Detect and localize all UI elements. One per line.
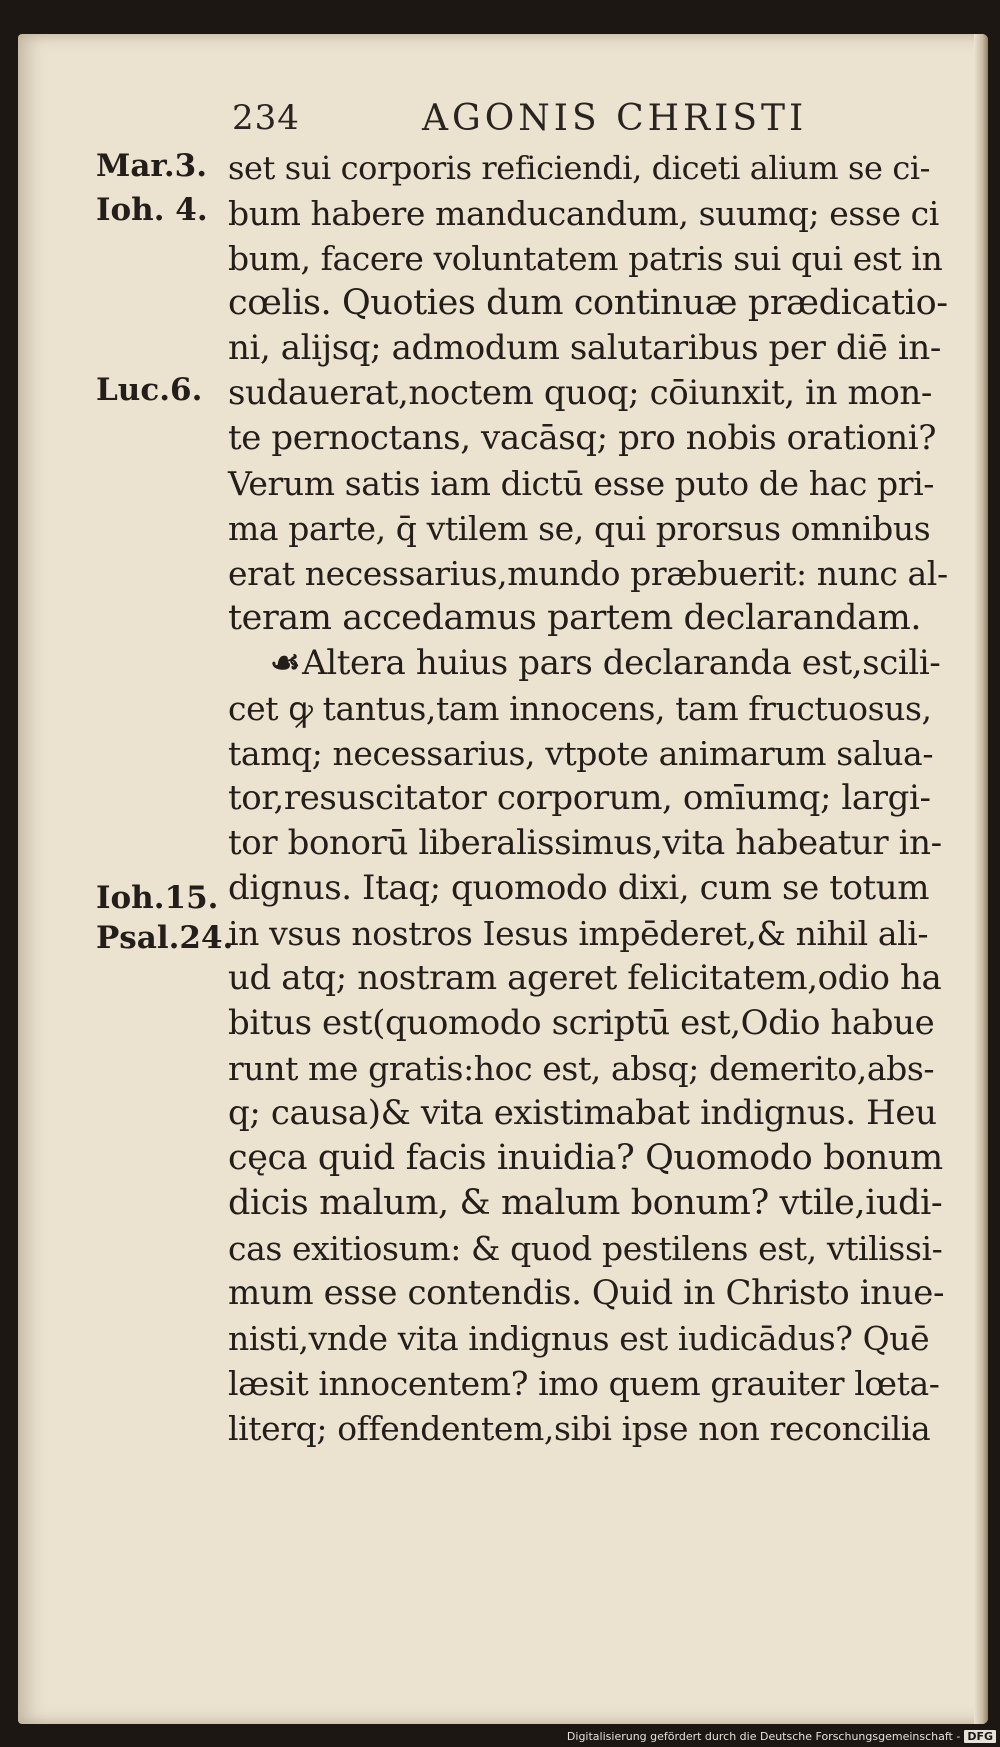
- text-line-content: Altera huius pars declaranda est,scili-: [302, 643, 941, 683]
- margin-note-psal: Psal.24.: [96, 920, 234, 956]
- credit-text: Digitalisierung gefördert durch die Deutsche Forschungsgemeinschaft -: [566, 1730, 961, 1743]
- text-line: læsit innocentem? imo quem grauiter lœta-: [228, 1364, 940, 1403]
- margin-note-ioh15: Ioh.15.: [96, 880, 219, 916]
- text-line: tor bonorū liberalissimus,vita habeatur in-: [228, 823, 942, 863]
- text-line: te pernoctans, vacāsq; pro nobis orationi?: [228, 418, 937, 458]
- text-line: bum, facere voluntatem patris sui qui est in: [228, 239, 943, 278]
- text-line: dignus. Itaq; quomodo dixi, cum se totum: [228, 868, 930, 908]
- page-edge-shadow: [974, 34, 988, 1724]
- running-head: [232, 98, 882, 146]
- text-line: cęca quid facis inuidia? Quomodo bonum: [228, 1138, 943, 1178]
- margin-note-luc: Luc.6.: [96, 372, 203, 408]
- text-line-paragraph-start: [228, 641, 948, 686]
- text-line: cet ꝙ tantus,tam innocens, tam fructuosus,: [228, 689, 932, 728]
- text-line: bitus est(quomodo scriptū est,Odio habue: [228, 1003, 935, 1043]
- text-line: ud atq; nostram ageret felicitatem,odio ha: [228, 958, 942, 998]
- text-line: cas exitiosum: & quod pestilens est, vtilissi-: [228, 1229, 943, 1268]
- text-line: sudauerat,noctem quoq; cōiunxit, in mon-: [228, 373, 932, 413]
- text-line: literq; offendentem,sibi ipse non reconcilia: [228, 1409, 931, 1448]
- text-line: erat necessarius,mundo præbuerit: nunc al-: [228, 554, 948, 593]
- paragraph-mark: ☙: [270, 643, 301, 683]
- running-title: AGONIS CHRISTI: [422, 98, 808, 139]
- text-line: Verum satis iam dictū esse puto de hac pri-: [228, 464, 935, 503]
- text-line: ni, alijsq; admodum salutaribus per diē in-: [228, 328, 941, 368]
- text-line: bum habere manducandum, suumq; esse ci: [228, 194, 939, 233]
- text-line: in vsus nostros Iesus impēderet,& nihil ali-: [228, 914, 929, 953]
- text-line: cœlis. Quoties dum continuæ prædicatio-: [228, 283, 948, 323]
- text-line: tamq; necessarius, vtpote animarum salua-: [228, 734, 934, 773]
- text-line: teram accedamus partem declarandam.: [228, 598, 922, 638]
- text-line: q; causa)& vita existimabat indignus. Heu: [228, 1093, 937, 1133]
- body-text: [228, 146, 948, 1451]
- digitization-credit: [567, 1730, 996, 1743]
- text-line: runt me gratis:hoc est, absq; demerito,abs-: [228, 1049, 935, 1088]
- text-line: dicis malum, & malum bonum? vtile,iudi-: [228, 1183, 943, 1223]
- text-line: set sui corporis reficiendi, diceti alium se ci-: [228, 149, 931, 187]
- page-number: 234: [232, 98, 300, 138]
- margin-note-mar: Mar.3.: [96, 148, 208, 184]
- margin-note-ioh4: Ioh. 4.: [96, 192, 208, 228]
- book-page: [18, 34, 988, 1724]
- text-line: ma parte, q̄ vtilem se, qui prorsus omnibus: [228, 509, 931, 548]
- dfg-logo: DFG: [964, 1730, 996, 1743]
- text-line: tor,resuscitator corporum, omīumq; largi-: [228, 778, 931, 818]
- text-line: nisti,vnde vita indignus est iudicādus? Quē: [228, 1319, 930, 1358]
- text-line: mum esse contendis. Quid in Christo inue-: [228, 1273, 945, 1313]
